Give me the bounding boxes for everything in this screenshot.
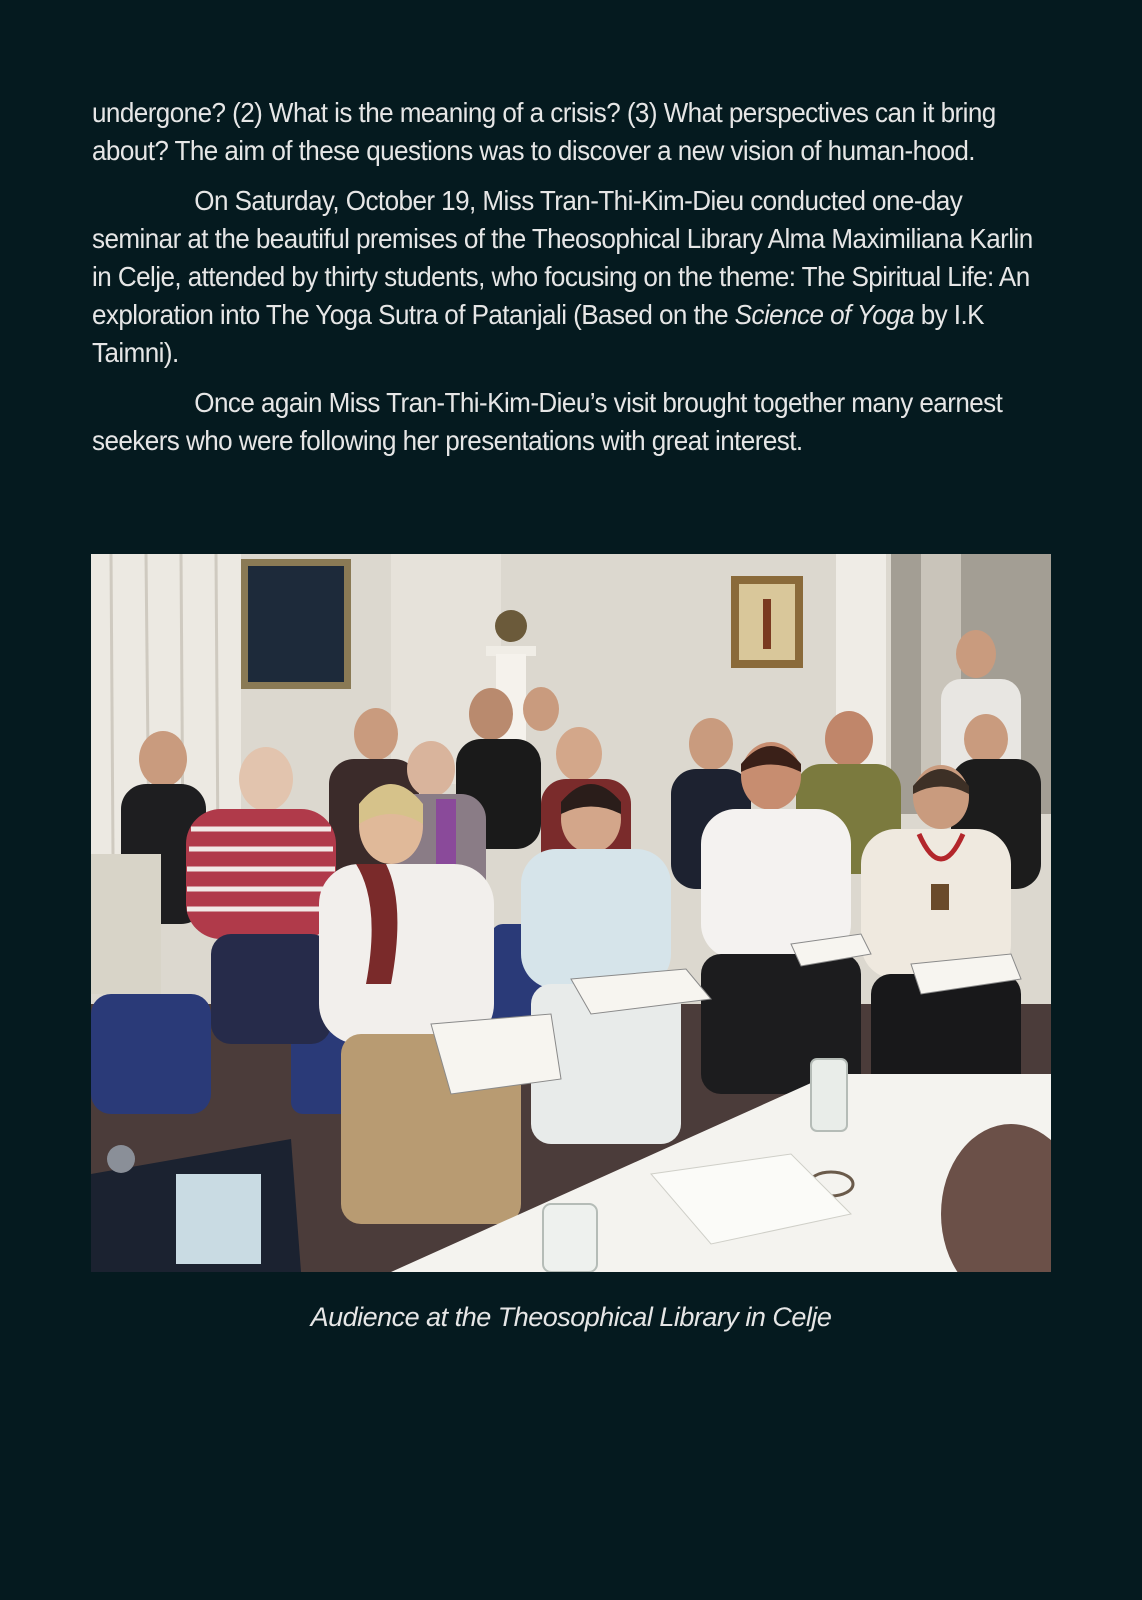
book-title: Science of Yoga: [734, 299, 915, 330]
body-text: [92, 94, 1052, 472]
paragraph-2-end: by I.K Taimni).: [92, 299, 984, 368]
photo-caption: Audience at the Theosophical Library in Celje: [310, 1302, 832, 1332]
paragraph-3: Once again Miss Tran-Thi-Kim-Dieu’s visit brought together many earnest seekers who were following her presentations with great interest.: [92, 387, 1003, 456]
paragraph-1: undergone? (2) What is the meaning of a crisis? (3) What perspectives can it bring about? The aim of these questions was to discover a new vision of human-hood.: [92, 97, 996, 166]
paragraph-2: [92, 182, 1052, 372]
paragraph-2-text: On Saturday, October 19, Miss Tran-Thi-Kim-Dieu conducted one-day seminar at the beautiful premises of the Theosophical Library Alma Maximiliana Karlin in Celje, attended by thirty students, who focusing on the theme: The Spiritual Life: An exploration into The Yoga Sutra of Patanjali (Based on the: [92, 185, 1033, 330]
audience-photo: [91, 554, 1051, 1272]
